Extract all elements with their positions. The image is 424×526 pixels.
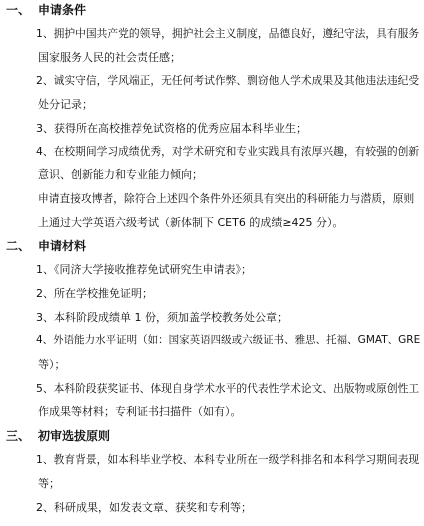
section-number: 三、 — [6, 429, 31, 443]
paragraph-line: 1、拥护中国共产党的领导，拥护社会主义制度，品德良好，遵纪守法，具有服务 — [36, 27, 420, 40]
section-title: 初审选拔原则 — [38, 429, 111, 443]
paragraph-line: 3、获得所在高校推荐免试资格的优秀应届本科毕业生； — [36, 122, 307, 135]
paragraph-line: 申请直接攻博者，除符合上述四个条件外还须具有突出的科研能力与潜质，原则 — [38, 192, 415, 205]
paragraph-line: 2、诚实守信，学风端正，无任何考试作弊、剽窃他人学术成果及其他违法违纪受 — [36, 74, 420, 87]
paragraph-line: 意识、创新能力和专业能力倾向； — [38, 168, 203, 181]
paragraph-line: 作成果等材料；专利证书扫描件（如有）。 — [38, 405, 242, 418]
section-heading-materials — [6, 238, 86, 254]
paragraph-line: 1、《同济大学接收推荐免试研究生申请表》； — [36, 263, 252, 276]
section-title: 申请条件 — [38, 3, 87, 17]
paragraph-line: 等； — [38, 477, 60, 490]
paragraph-line: 2、科研成果，如发表文章、获奖和专利等； — [36, 501, 252, 514]
paragraph-line: 处分记录； — [38, 98, 93, 111]
section-heading-screening-principles — [6, 428, 110, 444]
paragraph-line: 4、在校期间学习成绩优秀，对学术研究和专业实践具有浓厚兴趣，有较强的创新 — [36, 145, 420, 158]
paragraph-line: 5、本科阶段获奖证书、体现自身学术水平的代表性学术论文、出版物或原创性工 — [36, 382, 420, 395]
section-number: 二、 — [6, 239, 31, 253]
paragraph-line: 2、所在学校推免证明； — [36, 287, 153, 300]
paragraph-line: 1、教育背景，如本科毕业学校、本科专业所在一级学科排名和本科学习期间表现 — [36, 453, 420, 466]
section-title: 申请材料 — [38, 239, 87, 253]
paragraph-line: 国家服务人民的社会责任感； — [38, 51, 181, 64]
section-heading-requirements — [6, 2, 86, 18]
paragraph-line: 上通过大学英语六级考试（新体制下 CET6 的成绩≥425 分）。 — [38, 216, 344, 229]
paragraph-line: 等）； — [38, 358, 66, 371]
section-number: 一、 — [6, 3, 31, 17]
paragraph-line: 4、外语能力水平证明（如：国家英语四级或六级证书、雅思、托福、GMAT、GRE — [36, 334, 421, 346]
paragraph-line: 3、本科阶段成绩单 1 份，须加盖学校教务处公章； — [36, 311, 288, 324]
